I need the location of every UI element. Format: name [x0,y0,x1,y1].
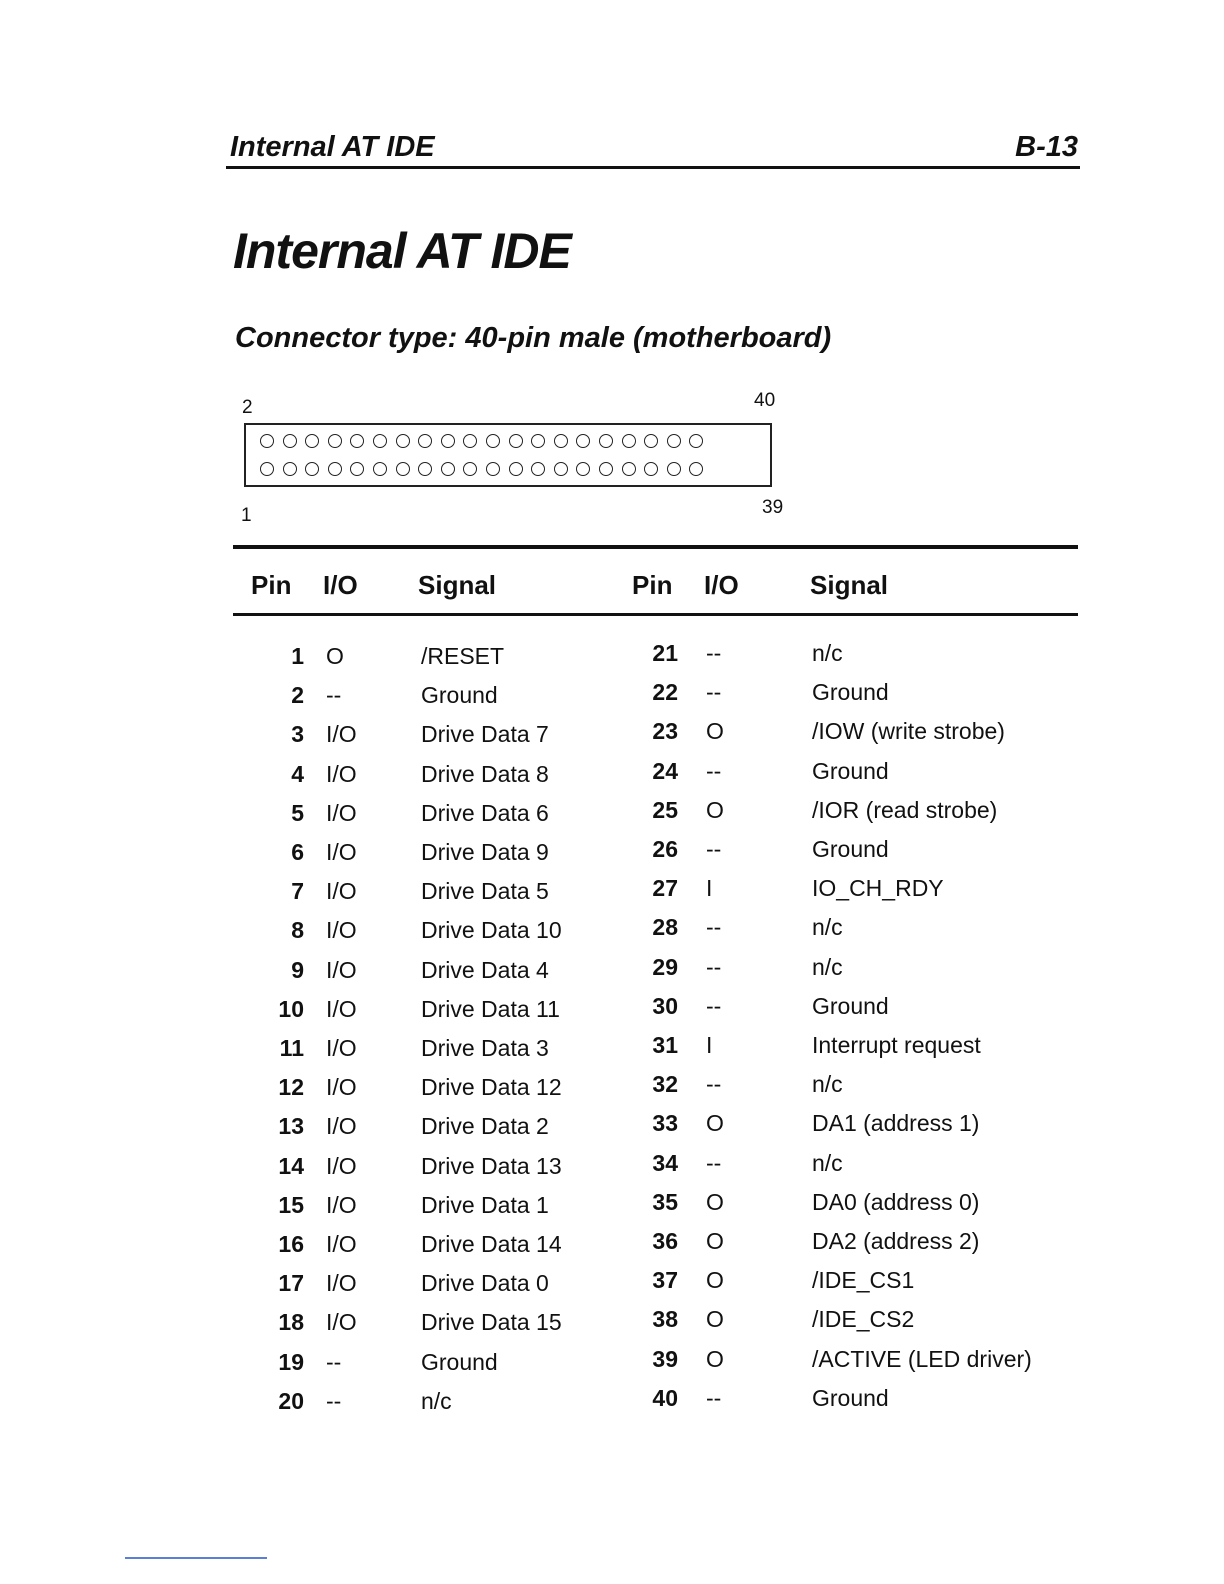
cell-pin: 2 [291,682,304,709]
cell-signal: n/c [812,1149,843,1176]
cell-signal: n/c [812,953,843,980]
cell-io: I/O [326,956,357,983]
cell-pin: 1 [291,643,304,669]
footer-rule [125,1557,267,1559]
cell-pin: 34 [652,1149,678,1176]
cell-io: I/O [326,878,357,905]
cell-signal: n/c [812,914,843,941]
cell-io: -- [706,1384,722,1411]
cell-signal: Drive Data 8 [421,760,549,787]
cell-signal: Interrupt request [812,1032,981,1058]
cell-io: I/O [326,1113,357,1140]
cell-signal: Ground [421,1348,498,1375]
pin-hole [576,434,590,448]
pin-hole [373,434,387,448]
cell-pin: 24 [652,757,678,784]
cell-io: I/O [326,995,357,1022]
header-pin-right: Pin [632,570,673,600]
running-head [230,128,1078,164]
cell-signal: /IDE_CS2 [812,1306,915,1333]
cell-signal: Drive Data 4 [421,956,549,983]
cell-pin: 28 [652,914,678,941]
cell-signal: Drive Data 5 [421,878,549,905]
header-signal-right: Signal [810,570,889,600]
cell-pin: 11 [279,1035,304,1061]
pin-hole [418,434,432,448]
cell-pin: 14 [278,1152,304,1179]
cell-pin: 40 [652,1384,678,1411]
page-number: B-13 [1015,131,1078,163]
cell-pin: 19 [278,1348,304,1375]
cell-signal: Drive Data 6 [421,799,549,826]
cell-signal: Drive Data 7 [421,721,549,748]
pin-hole [350,434,364,448]
pin-hole [599,462,613,476]
cell-pin: 6 [291,839,304,865]
pin-hole [667,434,681,448]
pin-hole [667,462,681,476]
cell-signal: DA1 (address 1) [812,1110,980,1137]
cell-io: I/O [326,1309,357,1336]
cell-pin: 33 [652,1110,678,1137]
cell-pin: 17 [278,1270,304,1297]
cell-io: I/O [326,917,357,944]
cell-io: -- [706,757,722,784]
cell-pin: 10 [278,995,304,1022]
pin-row-even [260,434,703,448]
pin-hole [441,434,455,448]
cell-signal: /IOR (read strobe) [812,796,998,823]
cell-io: I [706,1032,713,1058]
pin-hole [531,434,545,448]
cell-io: -- [706,914,722,941]
cell-io: O [706,796,724,823]
pin-hole [599,434,613,448]
cell-pin: 22 [652,679,678,706]
cell-pin: 25 [652,796,678,823]
table-top-rule [233,545,1078,549]
cell-io: -- [326,682,342,709]
cell-pin: 38 [652,1306,678,1333]
cell-io: -- [326,1387,342,1414]
cell-io: -- [706,836,722,862]
cell-signal: Drive Data 1 [421,1191,549,1218]
pin-hole [509,462,523,476]
header-pin-left: Pin [251,570,292,600]
cell-pin: 35 [652,1188,678,1215]
running-head-title: Internal AT IDE [230,131,435,163]
cell-io: I/O [326,1231,357,1257]
cell-io: -- [706,679,722,706]
cell-signal: Ground [812,836,889,862]
cell-signal: Drive Data 11 [421,995,560,1022]
cell-signal: Ground [812,757,889,784]
pin-hole [509,434,523,448]
pin-hole [554,462,568,476]
page-title: Internal AT IDE [233,223,571,279]
pin-hole [373,462,387,476]
cell-signal: /RESET [421,643,505,669]
cell-io: O [706,1188,724,1215]
cell-signal: IO_CH_RDY [812,875,944,902]
cell-signal: Drive Data 2 [421,1113,549,1140]
pin-hole [486,462,500,476]
cell-io: I/O [326,839,357,865]
cell-signal: Drive Data 14 [421,1231,562,1257]
table-header-rule [233,613,1078,616]
cell-io: -- [706,1071,722,1098]
cell-pin: 26 [652,836,678,862]
cell-signal: DA0 (address 0) [812,1188,980,1215]
cell-signal: n/c [812,640,843,666]
cell-io: I/O [326,721,357,748]
cell-pin: 20 [278,1387,304,1414]
pin-hole [622,462,636,476]
cell-signal: DA2 (address 2) [812,1228,980,1254]
connector-type-subtitle: Connector type: 40-pin male (motherboard) [235,322,832,354]
cell-signal: Drive Data 15 [421,1309,562,1336]
header-rule [226,166,1080,169]
cell-io: I/O [326,1270,357,1297]
cell-pin: 36 [652,1228,678,1254]
cell-signal: /IOW (write strobe) [812,718,1005,745]
cell-pin: 12 [278,1074,304,1101]
cell-pin: 29 [652,953,678,980]
cell-io: O [706,1267,724,1294]
pin-hole [260,462,274,476]
cell-pin: 13 [278,1113,304,1140]
cell-pin: 5 [291,799,304,826]
cell-io: O [706,1110,724,1137]
header-signal-left: Signal [418,570,497,600]
pin-hole [283,434,297,448]
cell-pin: 21 [652,640,678,666]
cell-pin: 18 [278,1309,304,1336]
cell-signal: Drive Data 12 [421,1074,562,1101]
connector-outline [244,423,772,487]
cell-io: I/O [326,1152,357,1179]
cell-io: I/O [326,1035,357,1061]
cell-io: I/O [326,1074,357,1101]
cell-pin: 15 [278,1191,304,1218]
cell-io: I [706,875,713,902]
pin-label-top-left: 2 [242,397,253,418]
cell-pin: 39 [652,1345,678,1372]
cell-io: -- [706,1149,722,1176]
pin-hole [260,434,274,448]
cell-io: I/O [326,799,357,826]
cell-pin: 3 [291,721,304,748]
header-io-right: I/O [704,570,739,600]
cell-signal: Drive Data 3 [421,1035,549,1061]
cell-io: -- [706,953,722,980]
cell-signal: Drive Data 10 [421,917,562,944]
pin-hole [622,434,636,448]
pin-hole [689,434,703,448]
cell-io: -- [706,992,722,1019]
cell-signal: Ground [812,679,889,706]
cell-pin: 37 [652,1267,678,1294]
cell-io: O [706,1228,724,1254]
cell-signal: Ground [812,1384,889,1411]
cell-pin: 9 [291,956,304,983]
pin-hole [328,434,342,448]
pin-hole [441,462,455,476]
pin-hole [531,462,545,476]
pin-hole [328,462,342,476]
cell-signal: /IDE_CS1 [812,1267,915,1294]
cell-pin: 27 [652,875,678,902]
pin-hole [554,434,568,448]
pin-hole [576,462,590,476]
pin-hole [486,434,500,448]
pin-hole [350,462,364,476]
cell-io: O [706,1306,724,1333]
pin-hole [644,434,658,448]
cell-signal: n/c [812,1071,843,1098]
cell-signal: Drive Data 0 [421,1270,549,1297]
cell-pin: 16 [278,1231,304,1257]
pin-hole [283,462,297,476]
cell-signal: n/c [421,1387,452,1414]
pin-hole [396,462,410,476]
cell-signal: Ground [421,682,498,709]
cell-io: O [706,718,724,745]
pin-hole [418,462,432,476]
cell-signal: Drive Data 13 [421,1152,562,1179]
cell-signal: Drive Data 9 [421,839,549,865]
cell-io: O [706,1345,724,1372]
pin-hole [396,434,410,448]
pin-hole [689,462,703,476]
pin-label-bottom-right: 39 [762,497,784,518]
cell-io: -- [326,1348,342,1375]
cell-io: I/O [326,1191,357,1218]
cell-pin: 32 [652,1071,678,1098]
cell-pin: 7 [291,878,304,905]
cell-io: I/O [326,760,357,787]
cell-signal: Ground [812,992,889,1019]
cell-pin: 4 [291,760,304,787]
pin-hole [463,434,477,448]
cell-io: -- [706,640,722,666]
cell-pin: 23 [652,718,678,745]
pin-hole [305,462,319,476]
pin-hole [305,434,319,448]
pin-hole [463,462,477,476]
header-io-left: I/O [323,570,358,600]
pin-hole [644,462,658,476]
cell-pin: 30 [652,992,678,1019]
pin-row-odd [260,462,703,476]
pin-label-bottom-left: 1 [241,505,252,526]
cell-signal: /ACTIVE (LED driver) [812,1345,1032,1372]
cell-pin: 8 [291,917,304,944]
cell-pin: 31 [652,1032,678,1058]
pin-label-top-right: 40 [754,390,776,411]
cell-io: O [326,643,344,669]
